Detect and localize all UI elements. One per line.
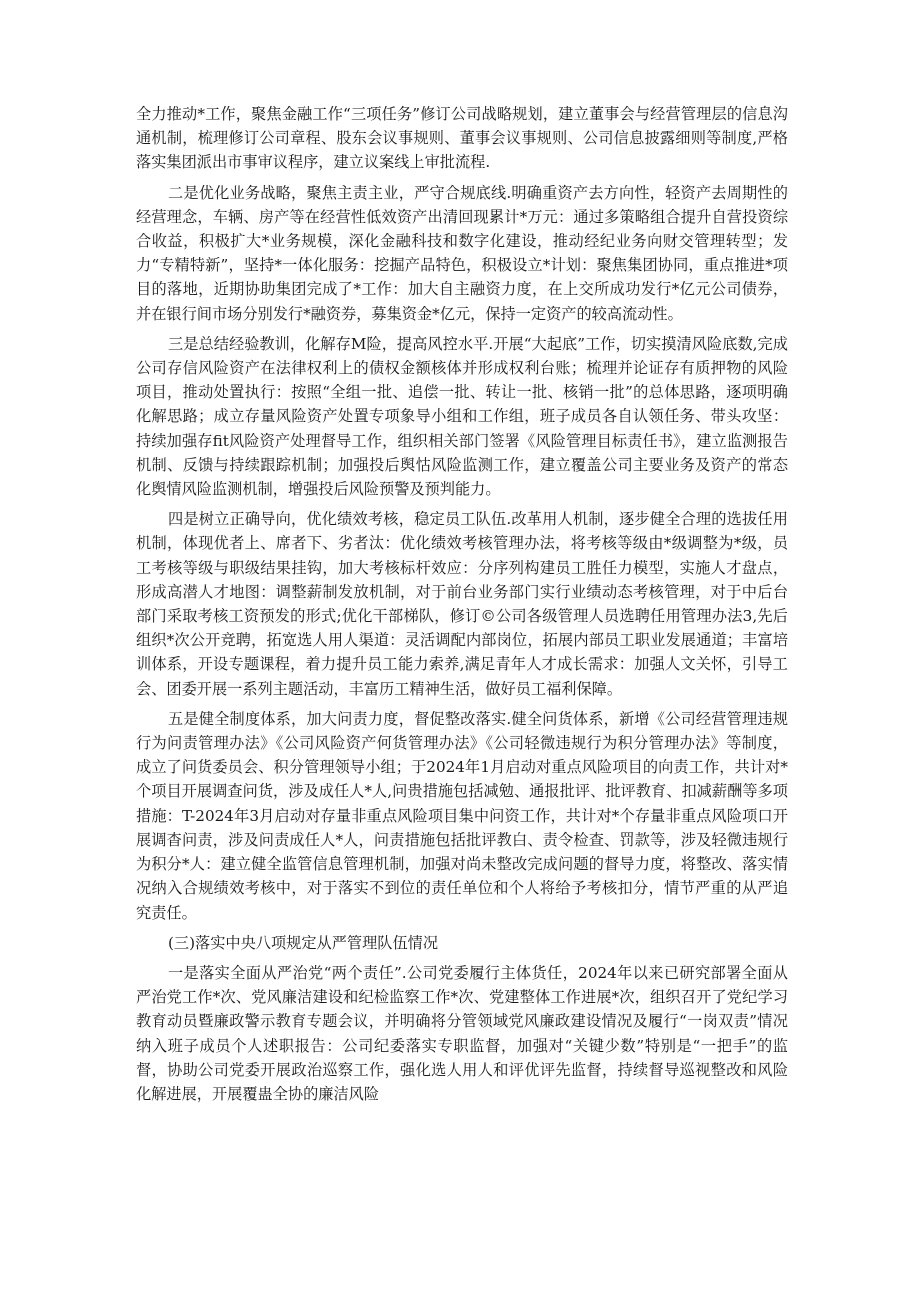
paragraph-4: 四是树立正确导向，优化绩效考核，稳定员工队伍.改革用人机制，逐步健全合理的选拔任用机制，体现优者上、席者下、劣者汰：优化绩效考核管理办法，将考核等级由*级调整为*级，员工考核等级与职级结果挂钩，加大考核标杆效应：分序列构建员工胜任力模型，实施人才盘点，形成高潜人才地图：调整薪制发放机制，对于前台业务部门实行业绩动态考核管理，对于中后台部门采取考核工资预发的形式;优化干部梯队，修订©公司各级管理人员选聘任用管理办法3,先后组织*次公开竞聘，拓宽选人用人渠道：灵活调配内部岗位，拓展内部员工职业发展通道；丰富培训体系，开设专题课程，着力提升员工能力索养,满足青年人才成长需求：加强人文关怀，引导工会、团委开展一系列主题活动，丰富历工精神生活，做好员工福利保障。 — [136, 510, 788, 698]
paragraph-5: 五是健全制度体系，加大问责力度，督促整改落实.健全问货体系，新增《公司经营管理违规行为问责管理办法》《公司风险资产何货管理办法》《公司轻微违规行为积分管理办法》等制度，成立了问货委员会、积分管理领导小组；于2024年1月启动对重点风险项目的向责工作，共计对*个项目开展调查问货，涉及成任人*人,问贵措施包括减勉、通报批评、批评教育、扣减薪酬等多项措施：T-2024年3月启动对存量非重点风险项目集中问资工作，共计对*个存量非重点风险项口开展调杳问责，涉及问责成任人*人，问责措施包括批评教白、责令检查、罚款等，涉及轻微违规行为积分*人：建立健全监管信息管理机制，加强对尚未整改完成问题的督导力度，将整改、落实情况纳入合规绩效考核中，对于落实不到位的责任单位和个人将给予考核扣分，情节严重的从严追究责任。 — [136, 709, 788, 922]
paragraph-3: 三是总结经验教训，化解存M险，提高风控水平.开展“大起底”工作，切实摸清风险底数,完成公司存信风险资产在法律权利上的债权金额核体并形成权利台账；梳理并论证存有质押物的风险项目，推动处置执行：按照“全组一批、追偿一批、转让一批、核销一批”的总体思路，逐项明确化解思路；成立存量风险资产处置专项象导小组和工作组，班子成员各自认领任务、带头攻坚：持续加强存fit风险资产处理督导工作，组织相关部门签署《风险管理目标责任书》，建立监测报告机制、反馈与持续跟踪机制；加强投后舆怙风险监测工作，建立覆盖公司主要业务及资产的常态化舆情风险监测机制，增强投后风险预警及预判能力。 — [136, 334, 788, 499]
paragraph-1: 全力推动*工作，聚焦金融工作“三项任务”修订公司战略规划，建立董事会与经营管理层的信息沟通机制，梳理修订公司章程、股东会议事规则、董事会议事规则、公司信息披露细则等制度,严格落实集团派出市事审议程序，建立议案线上审批流程. — [136, 105, 788, 172]
document-page — [136, 102, 788, 1112]
section-heading: (三)落实中央八项规定从严管理队伍情况 — [168, 933, 439, 952]
paragraph-2: 二是优化业务战略，聚焦主责主业，严守合规底线.明确重资产去方向性，轻资产去周期性的经营理念，车辆、房产等在经营性低效资产出清回现累计*万元：通过多策略组合提升自营投资综合收益，积极扩大*业务规模，深化金融科技和数字化建设，推动经纪业务向财交管理转型；发力“专精特新”，坚持*一体化服务：挖掘产品特色，积极设立*计划：聚焦集团协同，重点推进*项目的落地，近期协助集团完成了*工作：加大自主融资力度，在上交所成功发行*亿元公司债券，并在银行间市场分别发行*融资券，募集资金*亿元，保持一定资产的较高流动性。 — [136, 183, 788, 323]
paragraph-6: 一是落实全面从严治党“两个责任”.公司党委履行主体货任，2024年以来已研究部署全面从严治党工作*次、党风廉洁建设和纪检监察工作*次、党建整体工作进展*次，组织召开了党纪学习教育动员暨廉政警示教育专题会议，并明确将分管领域党风廉政建设情况及履行“一岗双责”情况纳入班子成员个人述职报告：公司纪委落实专职监督，加强对“关键少数”特别是“一把手”的监督，协助公司党委开展政治巡察工作，强化选人用人和评优评先监督，持续督导巡视整改和风险化解进展，开展覆蛊全协的廉洁风险 — [136, 963, 788, 1103]
